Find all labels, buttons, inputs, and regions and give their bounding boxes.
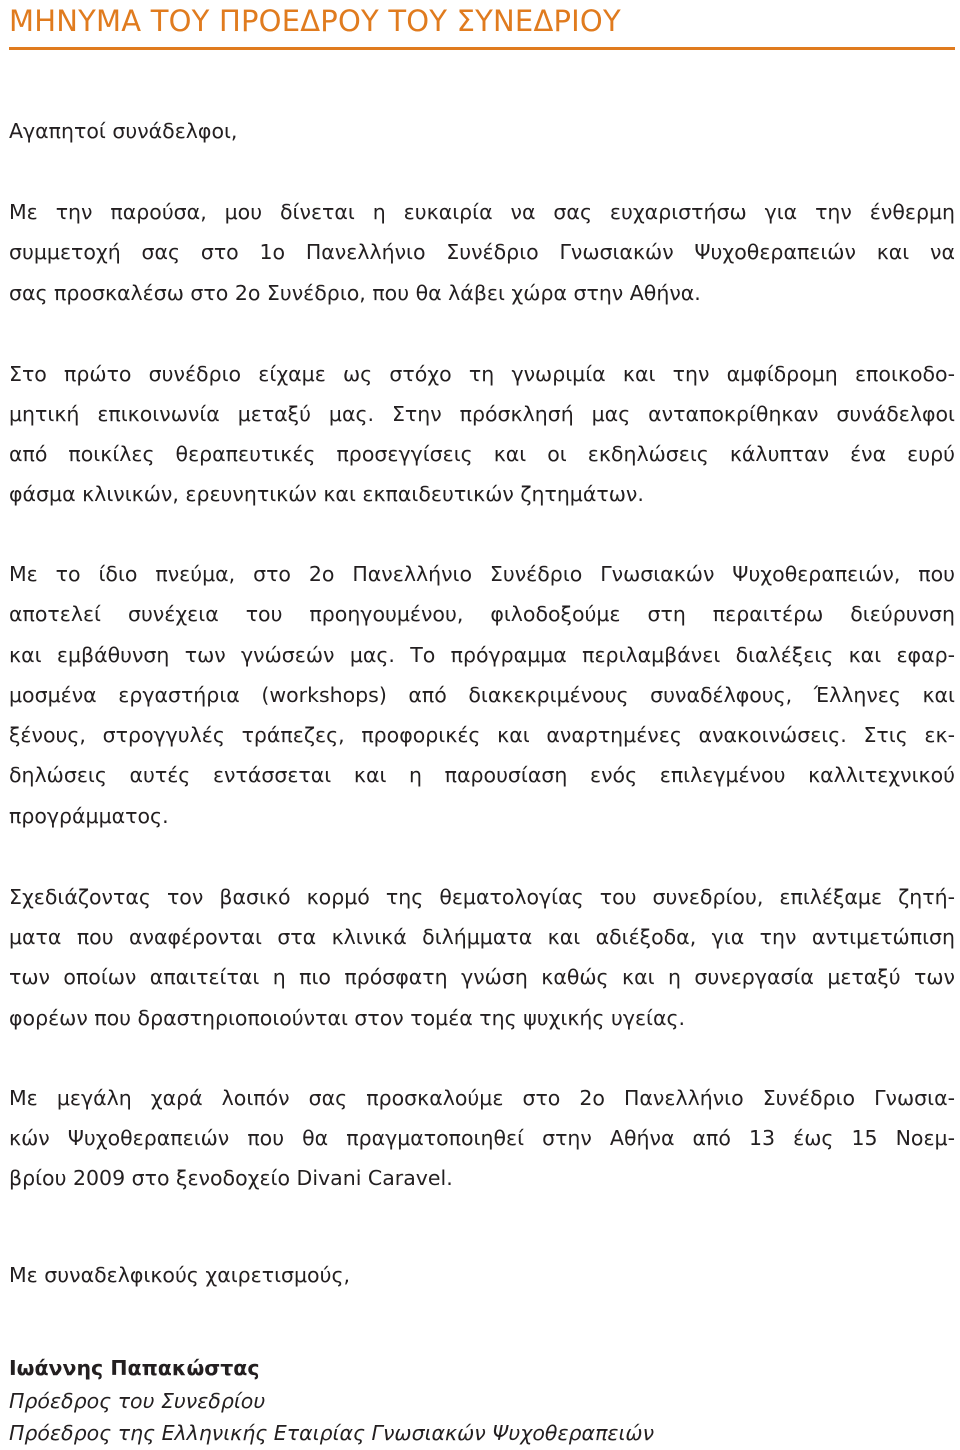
paragraph-line: αποτελεί συνέχεια του προηγουμένου, φιλοδοξούμε στη περαιτέρω διεύρυνση	[9, 602, 955, 626]
paragraph-line: σας προσκαλέσω στο 2ο Συνέδριο, που θα λάβει χώρα στην Αθήνα.	[9, 281, 701, 305]
paragraph-line: μητική επικοινωνία μεταξύ μας. Στην πρόσκλησή μας ανταποκρίθηκαν συνάδελφοι	[9, 402, 955, 426]
paragraph-line: των οποίων απαιτείται η πιο πρόσφατη γνώση καθώς και η συνεργασία μεταξύ των	[9, 965, 955, 989]
signature-role-2: Πρόεδρος της Ελληνικής Εταιρίας Γνωσιακών Ψυχοθεραπειών	[9, 1421, 655, 1445]
paragraph-line: προγράμματος.	[9, 804, 169, 828]
closing-greeting: Με συναδελφικούς χαιρετισμούς,	[9, 1263, 351, 1287]
paragraph-line: βρίου 2009 στο ξενοδοχείο Divani Caravel.	[9, 1166, 453, 1190]
signature-name: Ιωάννης Παπακώστας	[9, 1356, 260, 1380]
paragraph-line: ξένους, στρογγυλές τράπεζες, προφορικές και αναρτημένες ανακοινώσεις. Στις εκ-	[9, 723, 955, 747]
paragraph-line: από ποικίλες θεραπευτικές προσεγγίσεις και οι εκδηλώσεις κάλυπταν ένα ευρύ	[9, 442, 955, 466]
paragraph-line: συμμετοχή σας στο 1ο Πανελλήνιο Συνέδριο Γνωσιακών Ψυχοθεραπειών και να	[9, 240, 955, 264]
signature-role-1: Πρόεδρος του Συνεδρίου	[9, 1389, 266, 1413]
paragraph-line: Με το ίδιο πνεύμα, στο 2ο Πανελλήνιο Συνέδριο Γνωσιακών Ψυχοθεραπειών, που	[9, 562, 955, 586]
paragraph-line: δηλώσεις αυτές εντάσσεται και η παρουσίαση ενός επιλεγμένου καλλιτεχνικού	[9, 763, 955, 787]
title-underline	[9, 47, 955, 50]
paragraph-line: και εμβάθυνση των γνώσεών μας. Το πρόγραμμα περιλαμβάνει διαλέξεις και εφαρ-	[9, 643, 955, 667]
paragraph-line: μοσμένα εργαστήρια (workshops) από διακεκριμένους συναδέλφους, Έλληνες και	[9, 683, 955, 707]
paragraph-line: Σχεδιάζοντας τον βασικό κορμό της θεματολογίας του συνεδρίου, επιλέξαμε ζητή-	[9, 885, 955, 909]
salutation: Αγαπητοί συνάδελφοι,	[9, 119, 238, 143]
paragraph-line: ματα που αναφέρονται στα κλινικά διλήμματα και αδιέξοδα, για την αντιμετώπιση	[9, 925, 955, 949]
paragraph-line: Στο πρώτο συνέδριο είχαμε ως στόχο τη γνωριμία και την αμφίδρομη εποικοδο-	[9, 362, 955, 386]
paragraph-line: Με την παρούσα, μου δίνεται η ευκαιρία να σας ευχαριστήσω για την ένθερμη	[9, 200, 955, 224]
paragraph-line: φάσμα κλινικών, ερευνητικών και εκπαιδευτικών ζητημάτων.	[9, 482, 644, 506]
paragraph-line: κών Ψυχοθεραπειών που θα πραγματοποιηθεί στην Αθήνα από 13 έως 15 Νοεμ-	[9, 1126, 955, 1150]
paragraph-line: Με μεγάλη χαρά λοιπόν σας προσκαλούμε στο 2ο Πανελλήνιο Συνέδριο Γνωσια-	[9, 1086, 955, 1110]
page-title: ΜΗΝΥΜΑ ΤΟΥ ΠΡΟΕΔΡΟΥ ΤΟΥ ΣΥΝΕΔΡΙΟΥ	[9, 4, 621, 38]
paragraph-line: φορέων που δραστηριοποιούνται στον τομέα της ψυχικής υγείας.	[9, 1006, 686, 1030]
